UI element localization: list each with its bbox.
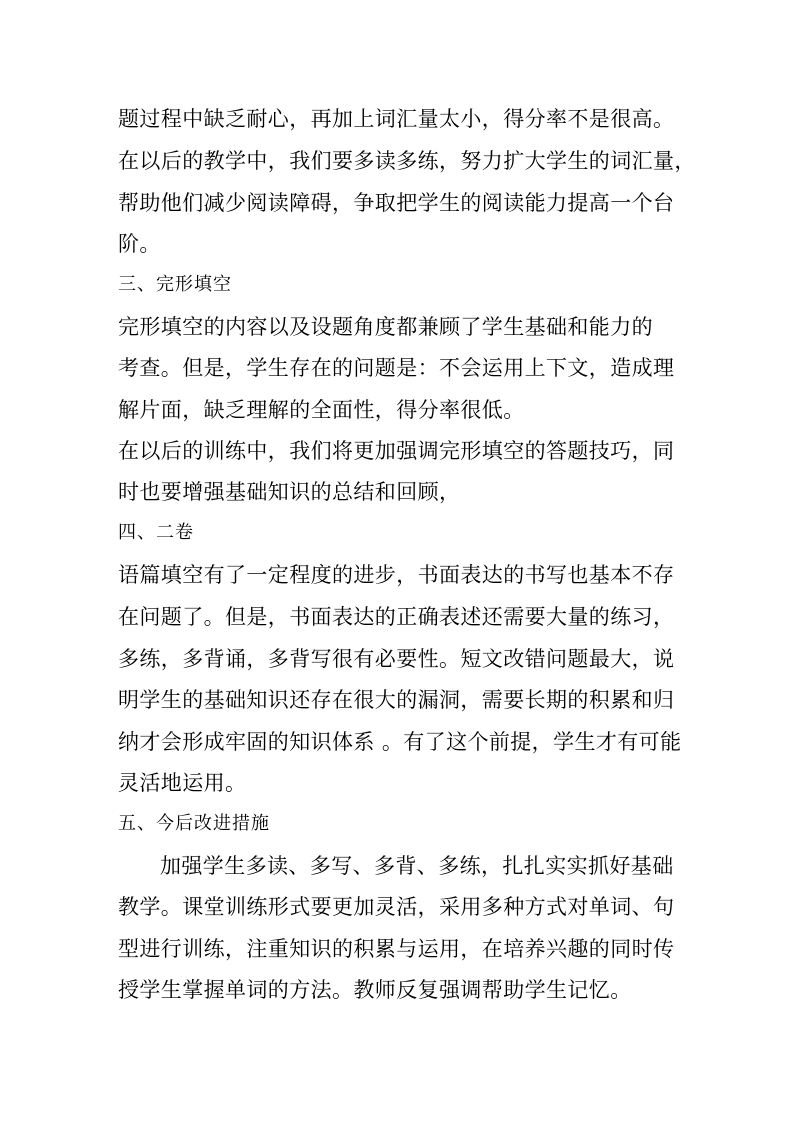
body-text-line: 灵活地运用。 xyxy=(118,771,247,795)
body-text-line: 解片面，缺乏理解的全面性，得分率很低。 xyxy=(118,398,525,422)
body-text-line: 题过程中缺乏耐心，再加上词汇量太小，得分率不是很高。 xyxy=(118,107,675,131)
body-text-line: 授学生掌握单词的方法。教师反复强调帮助学生记忆。 xyxy=(118,978,632,1002)
body-text-line: 加强学生多读、多写、多背、多练，扎扎实实抓好基础 xyxy=(160,854,674,878)
body-text-line: 在以后的教学中，我们要多读多练，努力扩大学生的词汇量， xyxy=(118,149,696,173)
body-text-line: 时也要增强基础知识的总结和回顾， xyxy=(118,480,461,504)
body-text-line: 纳才会形成牢固的知识体系 。有了这个前提，学生才有可能 xyxy=(118,730,682,754)
body-text-line: 在问题了。但是，书面表达的正确表述还需要大量的练习， xyxy=(118,605,675,629)
body-text-line: 帮助他们减少阅读障碍，争取把学生的阅读能力提高一个台 xyxy=(118,191,675,215)
body-text-line: 完形填空的内容以及设题角度都兼顾了学生基础和能力的 xyxy=(118,315,653,339)
body-text-line: 多练，多背诵，多背写很有必要性。短文改错问题最大，说 xyxy=(118,647,675,671)
section-heading-cloze: 三、完形填空 xyxy=(118,274,232,295)
body-text-line: 型进行训练，注重知识的积累与运用，在培养兴趣的同时传 xyxy=(118,937,675,961)
body-text-line: 教学。课堂训练形式要更加灵活，采用多种方式对单词、句 xyxy=(118,895,675,919)
body-text-line: 阶。 xyxy=(118,232,161,256)
body-text-line: 语篇填空有了一定程度的进步，书面表达的书写也基本不存 xyxy=(118,563,675,587)
body-text-line: 明学生的基础知识还存在很大的漏洞，需要长期的积累和归 xyxy=(118,688,675,712)
body-text-line: 在以后的训练中，我们将更加强调完形填空的答题技巧，同 xyxy=(118,439,675,463)
section-heading-improvement: 五、今后改进措施 xyxy=(118,813,270,834)
body-text-line: 考查。但是，学生存在的问题是：不会运用上下文，造成理 xyxy=(118,356,675,380)
section-heading-paper-two: 四、二卷 xyxy=(118,522,194,543)
